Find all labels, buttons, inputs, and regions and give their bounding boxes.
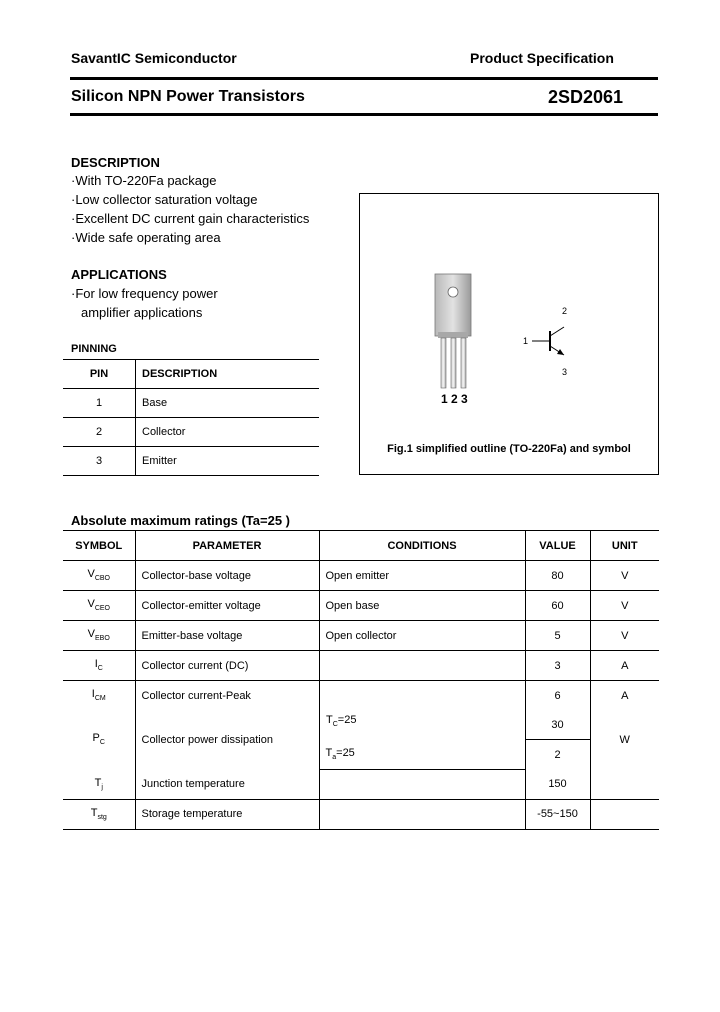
- to220-package-icon: [420, 270, 490, 395]
- parameter-cell: Collector current-Peak: [135, 681, 319, 711]
- description-item: ·Excellent DC current gain characteristics: [71, 211, 310, 226]
- symbol-cell: $P_C$: [92, 732, 105, 747]
- table-row: [63, 799, 659, 829]
- unit-header: UNIT: [590, 531, 659, 561]
- npn-transistor-symbol-icon: [530, 318, 578, 366]
- unit-cell: [590, 799, 659, 829]
- symbol-cell: $V_{CBO}$: [63, 561, 135, 591]
- header-rule-top: [70, 77, 658, 80]
- unit-cell: W: [590, 710, 659, 769]
- table-row: [63, 389, 319, 418]
- value-cell: 6: [525, 681, 590, 711]
- table-row: [63, 621, 659, 651]
- parameter-cell: Collector power dissipation: [135, 710, 319, 769]
- conditions-cell: [319, 681, 525, 740]
- condition-tc-label: $T_C=25$: [326, 714, 357, 729]
- conditions-cell: Open collector: [319, 621, 525, 651]
- document-type: Product Specification: [470, 50, 614, 66]
- pin-description: Collector: [136, 418, 320, 447]
- table-row: [63, 447, 319, 476]
- conditions-cell: $T_a=25$: [319, 740, 525, 770]
- value-cell: -55~150: [525, 799, 590, 829]
- unit-cell: V: [590, 591, 659, 621]
- pin-number: 1: [63, 389, 136, 418]
- table-row: [63, 681, 659, 711]
- pin-number: 2: [63, 418, 136, 447]
- value-cell: 5: [525, 621, 590, 651]
- unit-cell: A: [590, 681, 659, 711]
- conditions-cell: Open emitter: [319, 561, 525, 591]
- symbol-base-label: 1: [523, 336, 529, 346]
- parameter-cell: Emitter-base voltage: [135, 621, 319, 651]
- applications-item: ·For low frequency power: [71, 286, 218, 301]
- parameter-cell: Collector current (DC): [135, 651, 319, 681]
- symbol-cell: $T_j$: [63, 769, 135, 799]
- ratings-header-row: [63, 531, 659, 561]
- pin-header: PIN: [63, 360, 136, 389]
- pin-number: 3: [63, 447, 136, 476]
- company-name: SavantIC Semiconductor: [71, 50, 237, 66]
- parameter-header: PARAMETER: [135, 531, 319, 561]
- table-row: [63, 561, 659, 591]
- value-cell: 60: [525, 591, 590, 621]
- part-number: 2SD2061: [548, 87, 624, 107]
- symbol-cell: $I_{CM}$: [91, 688, 106, 703]
- conditions-cell: [319, 651, 525, 681]
- table-row: [63, 418, 319, 447]
- pinning-header-row: [63, 360, 319, 389]
- symbol-cell: $T_{stg}$: [63, 799, 135, 829]
- table-row: [63, 591, 659, 621]
- value-header: VALUE: [525, 531, 590, 561]
- unit-cell: [590, 769, 659, 799]
- value-cell: 3: [525, 651, 590, 681]
- header-rule-bottom: [70, 113, 658, 116]
- product-line: Silicon NPN Power Transistors: [71, 88, 305, 105]
- table-row: [63, 651, 659, 681]
- applications-item: amplifier applications: [81, 305, 203, 320]
- ratings-title: Absolute maximum ratings (Ta=25 ): [71, 513, 291, 528]
- unit-cell: V: [590, 621, 659, 651]
- symbol-emitter-label: 3: [562, 367, 568, 377]
- parameter-cell: Collector-base voltage: [135, 561, 319, 591]
- applications-list: [71, 284, 218, 322]
- parameter-cell: Collector-emitter voltage: [135, 591, 319, 621]
- unit-cell: V: [590, 561, 659, 591]
- value-cell: 30: [525, 710, 590, 740]
- figure-box: [359, 193, 659, 475]
- symbol-cell: $V_{CEO}$: [63, 591, 135, 621]
- ratings-table: [63, 530, 659, 830]
- symbol-cell: $V_{EBO}$: [63, 621, 135, 651]
- description-item: ·With TO-220Fa package: [71, 173, 217, 188]
- description-item: ·Wide safe operating area: [71, 230, 221, 245]
- parameter-cell: Storage temperature: [135, 799, 319, 829]
- value-cell: 80: [525, 561, 590, 591]
- package-pin-labels: 1 2 3: [441, 392, 468, 406]
- pinning-table: [63, 359, 319, 476]
- description-title: DESCRIPTION: [71, 155, 160, 170]
- description-item: ·Low collector saturation voltage: [71, 192, 258, 207]
- table-row: [63, 769, 659, 799]
- pinning-title: PINNING: [71, 343, 117, 355]
- pin-description: Emitter: [136, 447, 320, 476]
- symbol-header: SYMBOL: [63, 531, 135, 561]
- pin-description: Base: [136, 389, 320, 418]
- applications-title: APPLICATIONS: [71, 267, 167, 282]
- symbol-cell: $I_C$: [63, 651, 135, 681]
- symbol-collector-label: 2: [562, 306, 568, 316]
- parameter-cell: Junction temperature: [135, 769, 319, 799]
- conditions-header: CONDITIONS: [319, 531, 525, 561]
- figure-caption: Fig.1 simplified outline (TO-220Fa) and symbol: [387, 443, 631, 455]
- conditions-cell: [319, 799, 525, 829]
- conditions-cell: [319, 769, 525, 799]
- conditions-cell: Open base: [319, 591, 525, 621]
- value-cell: 150: [525, 769, 590, 799]
- unit-cell: A: [590, 651, 659, 681]
- description-list: [71, 171, 309, 247]
- value-cell: 2: [525, 740, 590, 770]
- pin-description-header: DESCRIPTION: [136, 360, 320, 389]
